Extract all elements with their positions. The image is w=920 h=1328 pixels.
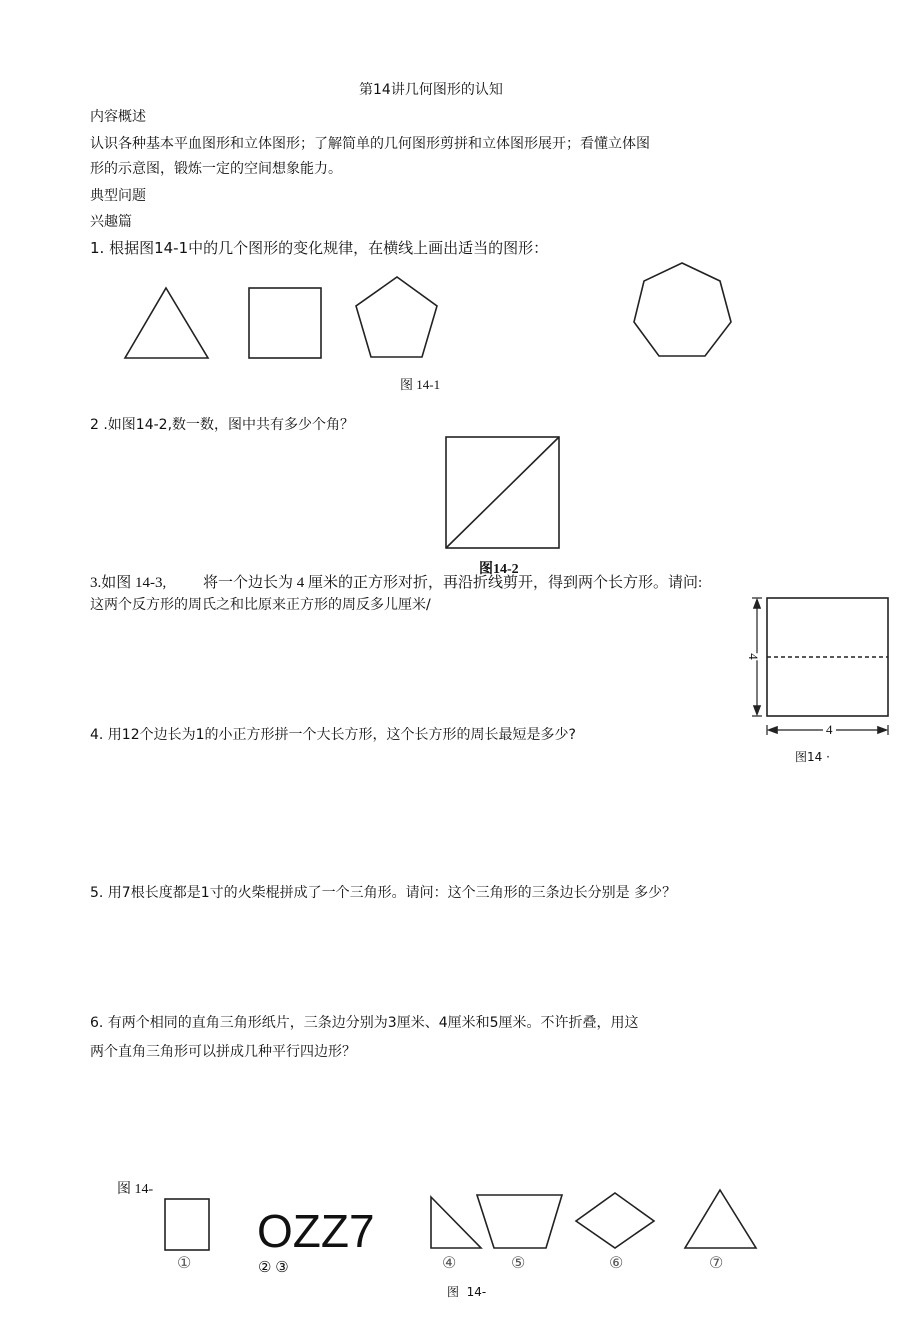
question-6-line1: 6. 有两个相同的直角三角形纸片，三条边分别为3厘米、4厘米和5厘米。不许折叠，用这 bbox=[90, 1015, 639, 1031]
page-title: 第14讲几何图形的认知 bbox=[359, 82, 503, 98]
fig4-label-7: ⑦ bbox=[709, 1255, 724, 1272]
fig4-bottom-caption: 图 14- bbox=[447, 1285, 487, 1299]
typical-heading: 典型问题 bbox=[90, 188, 146, 204]
question-1: 1. 根据图14-1中的几个图形的变化规律，在横线上画出适当的图形： bbox=[90, 239, 549, 257]
question-4: 4. 用12个边长为1的小正方形拼一个大长方形，这个长方形的周长最短是多少? bbox=[90, 727, 576, 743]
fig4-trapezoid bbox=[477, 1195, 562, 1248]
fig4-label-5: ⑤ bbox=[511, 1255, 526, 1272]
pentagon-shape bbox=[356, 277, 437, 357]
fig4-right-triangle bbox=[431, 1197, 481, 1248]
fig1-caption: 图 14-1 bbox=[400, 377, 441, 392]
fig2-diagonal bbox=[446, 437, 559, 548]
question-3-line2: 这两个反方形的周氏之和比原来正方形的周反多儿厘米/ bbox=[90, 597, 431, 613]
fig4-label-2-3: ② ③ bbox=[258, 1260, 289, 1276]
fig3-side-label: 4 bbox=[745, 653, 761, 660]
overview-line2: 形的示意图，锻炼一定的空间想象能力。 bbox=[90, 161, 342, 177]
fig3-square bbox=[767, 598, 888, 716]
fig2-caption: 图14-2 bbox=[479, 562, 519, 577]
fig4-text-shapes: OZZ7 bbox=[257, 1205, 375, 1257]
square-shape bbox=[249, 288, 321, 358]
fig4-top-caption: 图 14- bbox=[117, 1182, 154, 1197]
heptagon-shape bbox=[634, 263, 731, 356]
overview-line1: 认识各种基本平血图形和立体图形；了解简单的几何图形剪拼和立体图形展开；看懂立体图 bbox=[90, 136, 650, 152]
triangle-shape bbox=[125, 288, 208, 358]
question-3-part-a: 3.如图 14-3, bbox=[90, 575, 167, 591]
question-5: 5. 用7根长度都是1寸的火柴棍拼成了一个三角形。请问：这个三角形的三条边长分别是 多少？ bbox=[90, 885, 677, 901]
overview-heading: 内容概述 bbox=[90, 109, 146, 125]
fig4-label-1: ① bbox=[177, 1255, 192, 1272]
fig4-label-4: ④ bbox=[442, 1255, 457, 1272]
fig4-triangle bbox=[685, 1190, 756, 1248]
question-6-line2: 两个直角三角形可以拼成几种平行四边形？ bbox=[90, 1044, 356, 1060]
fig3-caption: 图14 · bbox=[795, 750, 830, 764]
interest-heading: 兴趣篇 bbox=[90, 214, 132, 230]
fig4-label-6: ⑥ bbox=[609, 1255, 624, 1272]
question-2: 2 .如图14-2,数一数，图中共有多少个角？ bbox=[90, 417, 355, 433]
question-3-part-b: 将一个边长为 4 厘米的正方形对折，再沿折线剪开，得到两个长方形。请问: bbox=[203, 575, 703, 591]
fig3-bottom-label: 4 bbox=[823, 723, 836, 736]
fig4-rectangle bbox=[165, 1199, 209, 1250]
fig4-rhombus bbox=[576, 1193, 654, 1248]
